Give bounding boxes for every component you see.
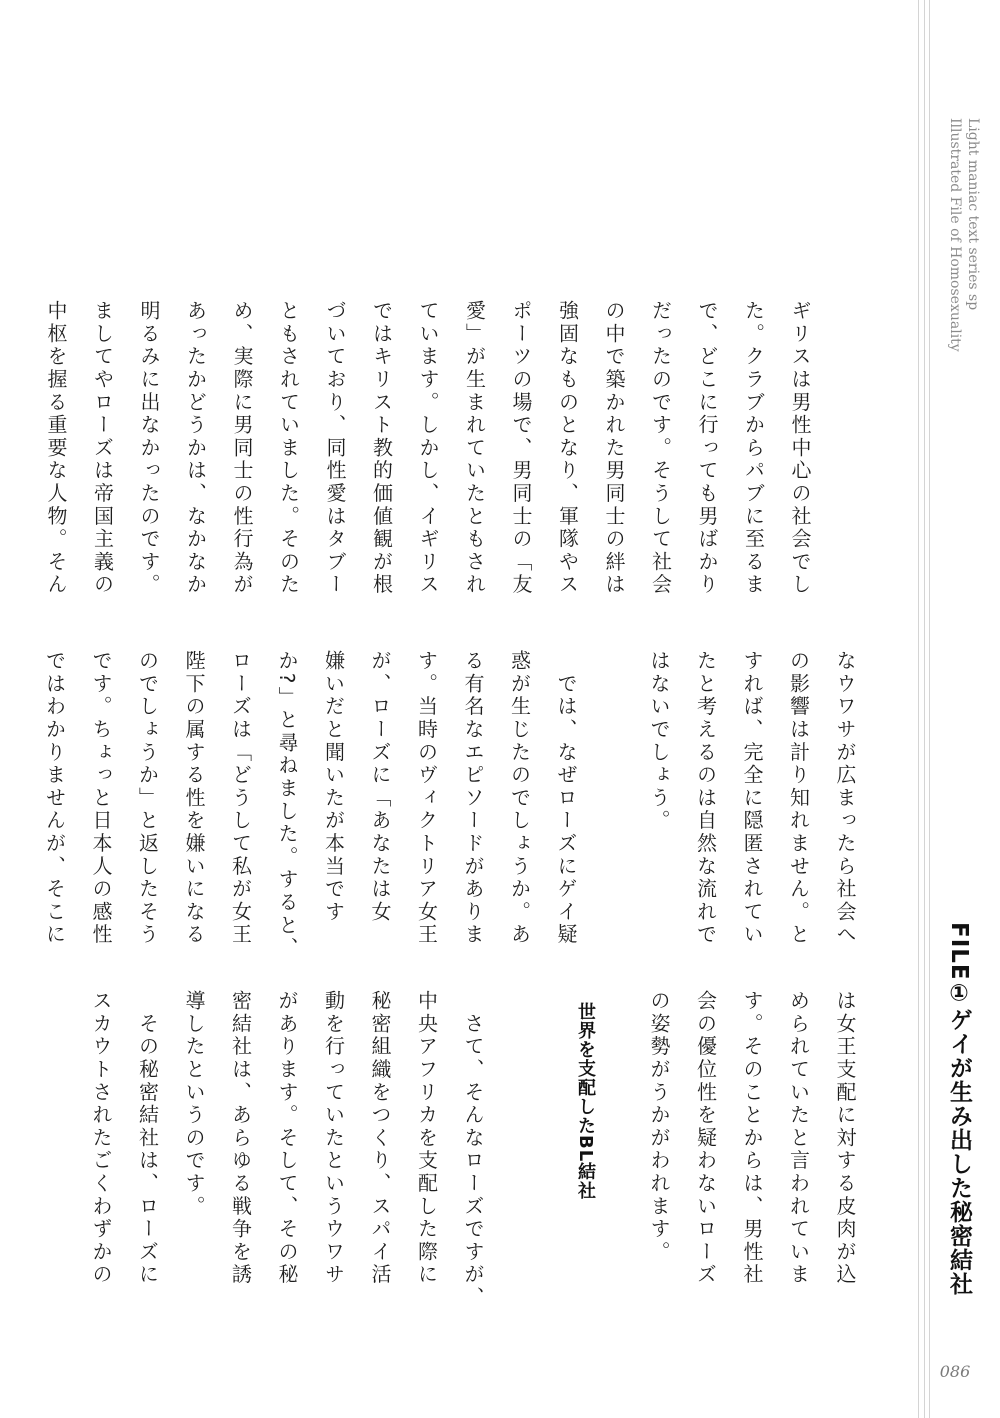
page-edge-rule <box>924 0 925 1418</box>
file-title: FILE①ゲイが生み出した秘密結社 <box>946 922 972 1296</box>
body-text-middle-block: なウワサが広まったら社会へ の影響は計り知れません。と すれば、完全に隠匿されてい たと考えるのは自然な流れで はないでしょう。 では、なぜローズにゲイ疑 惑が生じたのでしょうか。あ る有名なエピソードがありま す。当時のヴィクトリア女王 が、ローズに「あなたは女 嫌いだと聞いたが本当です か?」と尋ねました。すると、 ローズは「どうして私が女王 陛下の属する性を嫌いになる のでしょうか」と返したそう です。ちょっと日本人の感性 ではわかりませんが、そこに <box>42 650 857 960</box>
body-text-bottom-block: は女王支配に対する皮肉が込 められていたと言われていま す。そのことからは、男性社 会の優位性を疑わないローズ の姿勢がうかがわれます。 さて、そんなローズですが、 中央アフリカを支配した際に 秘密組織をつくり、スパイ活 動を行っていたというウワサ があります。そして、その秘 密結社は、あらゆる戦争を誘 導したというのです。 その秘密結社は、ローズに スカウトされたごくわずかの <box>89 990 857 1310</box>
page-edge-rule <box>929 0 930 1418</box>
series-header <box>942 118 982 352</box>
series-line-1: Light maniac text series sp <box>965 118 981 311</box>
series-line-2: Illustrated File of Homosexuality <box>947 118 963 352</box>
section-subheading: 世界を支配したBL結社 <box>575 1002 596 1201</box>
page-number: 086 <box>939 1362 971 1381</box>
body-text-top-block: ギリスは男性中心の社会でし た。クラブからパブに至るま で、どこに行っても男ばかり だったのです。そうして社会 の中で築かれた男同士の絆は 強固なものとなり、軍隊やス ポーツの場で、男同士の「友 愛」が生まれていたともされ ています。しかし、イギリス ではキリスト教的価値観が根 づいており、同性愛はタブー ともされていました。そのた め、実際に男同士の性行為が あったかどうかは、なかなか 明るみに出なかったのです。 ましてやローズは帝国主義の 中枢を握る重要な人物。そん <box>44 300 812 597</box>
page-edge-rule <box>918 0 919 1418</box>
